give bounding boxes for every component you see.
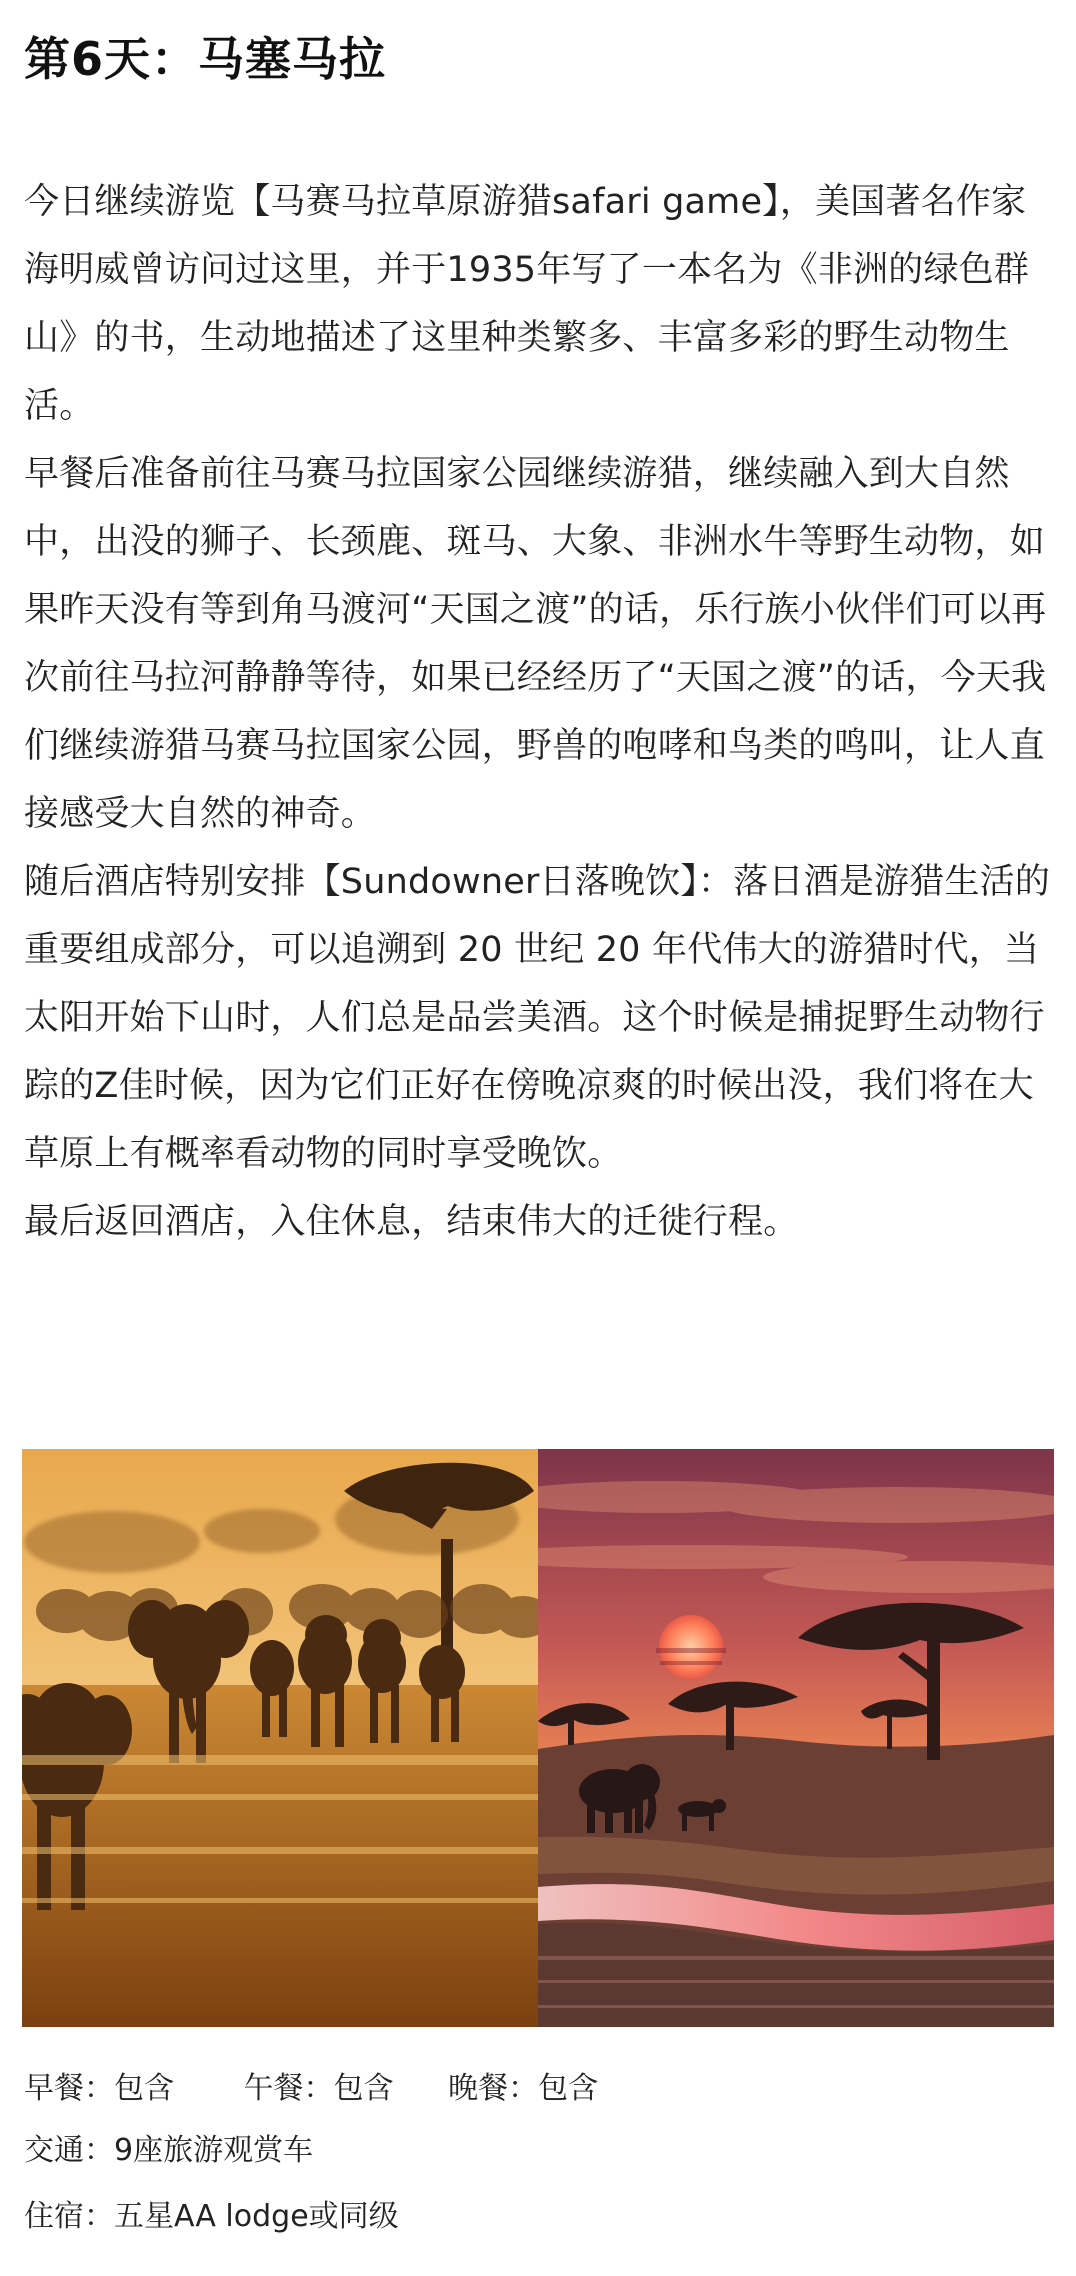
transport-info: 交通：9座旅游观赏车	[24, 2133, 314, 2168]
lunch-info: 午餐：包含	[243, 2071, 394, 2106]
elephant-herd-photo	[22, 1449, 538, 2027]
dinner-info: 晚餐：包含	[448, 2071, 599, 2106]
sunset-savanna-photo	[538, 1449, 1054, 2027]
day-description	[24, 168, 1054, 1256]
safari-photo-pair	[22, 1449, 1054, 2027]
description-paragraph: 最后返回酒店，入住休息，结束伟大的迁徙行程。	[24, 1202, 799, 1242]
description-paragraph: 早餐后准备前往马赛马拉国家公园继续游猎，继续融入到大自然中，出没的狮子、长颈鹿、斑马、大象、非洲水牛等野生动物，如果昨天没有等到角马渡河“天国之渡”的话，乐行族小伙伴们可以再次前往马拉河静静等待，如果已经经历了“天国之渡”的话，今天我们继续游猎马赛马拉国家公园，野兽的咆哮和鸟类的鸣叫，让人直接感受大自然的神奇。	[24, 454, 1047, 834]
meal-info	[24, 2062, 598, 2116]
description-paragraph: 随后酒店特别安排【Sundowner日落晚饮】：落日酒是游猎生活的重要组成部分，可以追溯到 20 世纪 20 年代伟大的游猎时代，当太阳开始下山时，人们总是品尝美酒。这个时候是捕捉野生动物行踪的Z佳时候，因为它们正好在傍晚凉爽的时候出没，我们将在大草原上有概率看动物的同时享受晚饮。	[24, 862, 1051, 1174]
lodging-info: 住宿：五星AA lodge或同级	[24, 2199, 399, 2234]
page-title: 第6天：马塞马拉	[24, 32, 387, 86]
breakfast-info: 早餐：包含	[24, 2071, 174, 2106]
description-paragraph: 今日继续游览【马赛马拉草原游猎safari game】，美国著名作家海明威曾访问过这里，并于1935年写了一本名为《非洲的绿色群山》的书，生动地描述了这里种类繁多、丰富多彩的野生动物生活。	[24, 182, 1030, 426]
